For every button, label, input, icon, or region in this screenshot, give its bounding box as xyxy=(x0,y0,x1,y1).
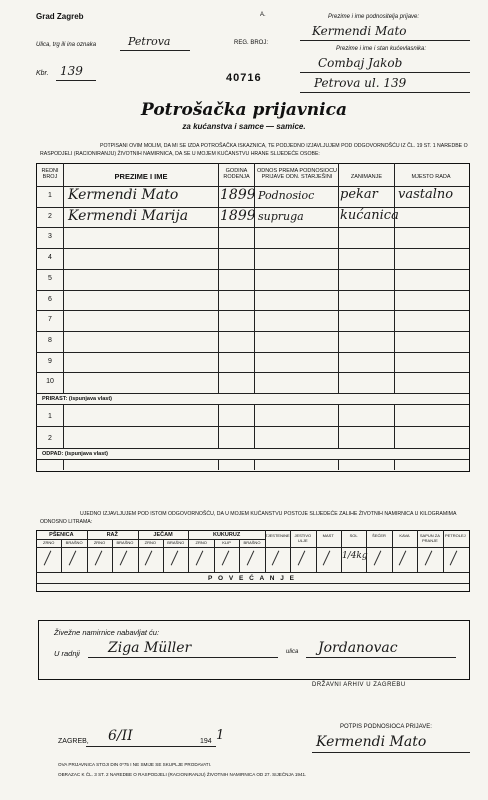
row-number: 7 xyxy=(48,316,52,324)
row-number: 5 xyxy=(48,274,52,282)
stock-group-header: KUKURUZ xyxy=(212,532,241,538)
col-header-occupation: ZANIMANJE xyxy=(350,174,383,180)
signature-label: POTPIS PODNOSIOCA PRIJAVE: xyxy=(340,724,432,730)
row-number: 8 xyxy=(48,336,52,344)
prirast-row-1: 1 xyxy=(48,413,52,420)
house-label: Kbr. xyxy=(36,70,49,77)
stock-sub-header: ZRNO xyxy=(43,540,55,545)
stock-sub-header: ZRNO xyxy=(93,540,106,545)
stock-item-header: MAST xyxy=(322,533,334,538)
col-header-relation: ODNOS PREMA PODNOSIOCU PRIJAVE ODN. STARJEŠINI xyxy=(256,168,338,180)
member-name: Kermendi Mato xyxy=(68,187,179,203)
member-occupation: kućanica xyxy=(340,207,399,223)
shop-label: U radnji xyxy=(54,649,80,658)
stock-sub-header: BRAŠNO xyxy=(116,540,134,545)
row-number: 3 xyxy=(48,233,52,241)
stock-group-header: JEČAM xyxy=(153,532,173,538)
city-label: Grad Zagreb xyxy=(36,12,84,21)
owner-label: Prezime i ime i stan kućevlasnika: xyxy=(336,46,427,52)
prirast-row-2: 2 xyxy=(48,435,52,442)
stock-item-header: KAVA xyxy=(399,533,410,538)
stock-item-header: TJESTENINE xyxy=(265,533,290,538)
archive-stamp: DRŽAVNI ARHIV U ZAGREBU xyxy=(312,682,406,688)
stock-sub-header: ZRNO xyxy=(195,540,207,545)
stock-sub-header: KLIP xyxy=(222,540,231,545)
reg-label: REG. BROJ: xyxy=(234,40,269,46)
sol-value: 1/4kg xyxy=(341,551,368,561)
shop-name: Ziga Müller xyxy=(108,640,192,656)
supplier-street-name: Jordanovac xyxy=(318,640,398,656)
stock-item-header: SAPUN ZA PRANJE xyxy=(419,533,440,543)
street-label: Ulica, trg ili ina oznaka xyxy=(36,42,97,48)
stock-sub-header: BRAŠNO xyxy=(65,540,83,545)
place-label: ZAGREB, xyxy=(58,738,89,745)
year-value: 1 xyxy=(216,728,225,743)
row-number: 2 xyxy=(48,212,52,220)
col-header-name: PREZIME I IME xyxy=(114,172,168,181)
applicant-name: Kermendi Mato xyxy=(312,24,407,38)
row-number: 9 xyxy=(48,357,52,365)
owner-address: Petrova ul. 139 xyxy=(314,76,407,90)
form-subtitle: za kućanstva i samce — samice. xyxy=(182,122,306,131)
member-relation: supruga xyxy=(258,209,304,223)
row-number: 1 xyxy=(48,192,52,199)
member-birth-year: 1899 xyxy=(220,207,256,224)
stock-sub-header: ZRNO xyxy=(144,540,157,545)
form-title: Potrošačka prijavnica xyxy=(141,100,347,120)
reg-letter: A. xyxy=(260,12,266,18)
supplier-street-label: ulica xyxy=(286,649,299,655)
footer-note-regulation: OBRAZAC K ČL. 3 ST. 2 NAREDBE O RASPODJELI (RACIONIRANJU) ŽIVOTNIH NAMIRNICA OD 27. SIJEČNJA 1941. xyxy=(58,772,307,777)
member-occupation: pekar xyxy=(340,187,378,202)
member-name: Kermendi Marija xyxy=(68,207,189,224)
row-number: 6 xyxy=(48,295,52,303)
stock-item-header: ŠEĆER xyxy=(372,533,386,538)
prirast-label: PRIRAST: (ispunjava vlast) xyxy=(42,396,112,402)
stock-item-header: PETROLEJ xyxy=(444,533,466,538)
signature-value: Kermendi Mato xyxy=(316,734,427,750)
stock-item-header: JESTIVO ULJE xyxy=(294,533,312,543)
year-prefix: 194 xyxy=(200,738,212,745)
house-value: 139 xyxy=(60,64,83,78)
stock-item-header: SOL xyxy=(349,533,358,538)
owner-name: Combaj Jakob xyxy=(318,56,403,70)
street-value: Petrova xyxy=(128,35,171,48)
odpad-label: ODPAD: (ispunjava vlast) xyxy=(42,451,108,457)
col-header-no: REDNI BROJ xyxy=(41,168,59,180)
povecanje-label: P O V E Ć A N J E xyxy=(208,575,296,582)
footer-note-price: OVA PRIJAVNICA STOJI DIN 0*75 I NE SMIJE SE SKUPLJE PRODAVATI. xyxy=(58,762,212,767)
row-number: 10 xyxy=(46,378,54,386)
stocks-statement: UJEDNO IZJAVLJUJEM POD ISTOM ODGOVORNOŠĆU, DA U MOJEM KUĆANSTVU POSTOJE SLIJEDEĆE ZALIHE ŽIVOTNIH NAMIRNICA U KILOGRAMIMA ODNOSNO LITRAMA: xyxy=(40,511,457,525)
stock-group-header: PŠENICA xyxy=(49,532,74,538)
member-relation: Podnosioc xyxy=(258,189,315,202)
col-header-year: GODINA RODENJA xyxy=(223,168,250,180)
declaration-text: POTPISANI OVIM MOLIM, DA MI SE IZDA POTROŠAČKA ISKAZNICA, TE PODJEDNO IZJAVLJUJEM POD ODGOVORNOŠĆU IZ ČL. 19 ST. 1 NAREDBE O RASPODJELI (RACIONIRANJU) ŽIVOTNIH NAMIRNICA, DA SE U MOJEM KUĆANSTVU HRANE SLIJEDEĆE OSOBE: xyxy=(40,143,468,157)
stock-group-header: RAŽ xyxy=(106,532,118,538)
date-value: 6/II xyxy=(108,728,133,744)
registration-number: 40716 xyxy=(226,72,262,84)
member-workplace: vastalno xyxy=(398,187,454,202)
applicant-label: Prezime i ime podnositelja prijave: xyxy=(328,14,420,20)
stock-sub-header: BRAŠNO xyxy=(167,540,185,545)
stock-sub-header: BRAŠNO xyxy=(243,540,261,545)
supplier-label: Živežne namirnice nabavljat ću: xyxy=(54,628,160,637)
col-header-workplace: MJESTO RADA xyxy=(411,174,451,180)
member-birth-year: 1899 xyxy=(220,187,256,203)
row-number: 4 xyxy=(48,254,52,262)
